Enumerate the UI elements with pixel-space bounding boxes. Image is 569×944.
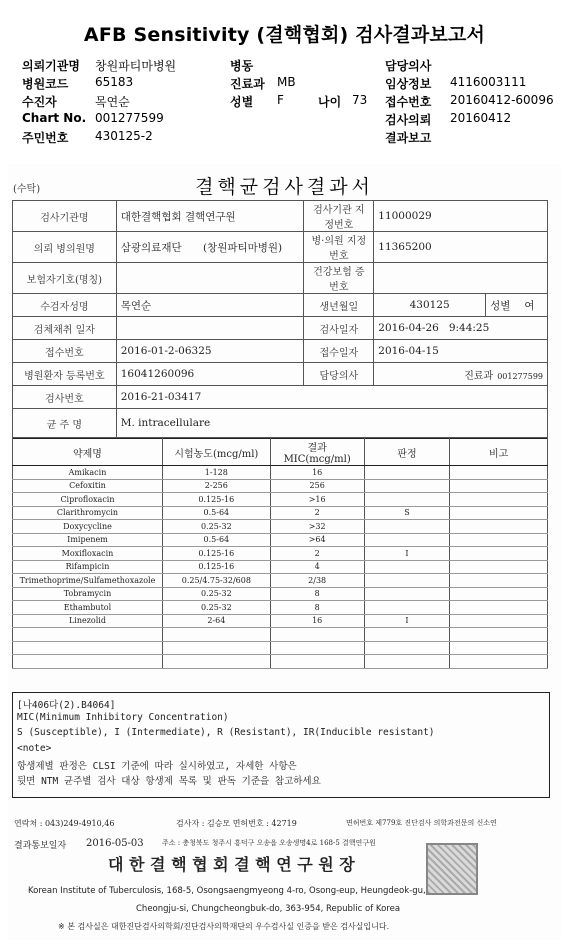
dept-value: 001277599: [497, 371, 543, 381]
cell-note: [450, 520, 548, 534]
cell-note: [450, 493, 548, 507]
cell-drug: Rifampicin: [13, 560, 163, 574]
cell-label: 건강보험 증 번호: [304, 263, 374, 294]
table-row: [13, 363, 548, 386]
cell-value: 430125: [374, 294, 486, 317]
cell-value: 2016-21-03417: [116, 386, 547, 409]
table-row: [13, 201, 548, 232]
sex-value: 여: [524, 299, 535, 312]
cell-conc: 2-256: [162, 479, 270, 493]
cell-value: 2016-04-15: [374, 340, 548, 363]
table-header-row: [13, 439, 548, 466]
cell-note: [450, 628, 548, 642]
value-clinical-info: 4116003111: [450, 75, 527, 89]
col-mic: 결과 MIC(mcg/ml): [270, 439, 364, 466]
cell-label: 검체채취 일자: [13, 317, 117, 340]
test-time: 9:44:25: [448, 322, 490, 334]
cell-interp: I: [364, 547, 450, 561]
label-ward: 병동: [230, 59, 254, 73]
table-row: [13, 263, 548, 294]
cell-value: 11000029: [374, 201, 548, 232]
cell-value: 2016-01-2-06325: [116, 340, 304, 363]
footer-report-label: 결과통보일자: [14, 841, 67, 851]
footer-org-en-2: Cheongju-si, Chungcheongbuk-do, 363-954, Republic of Korea: [136, 904, 401, 914]
cell-value: [374, 263, 548, 294]
cell-label: 생년월일: [304, 294, 374, 317]
cell-drug: [13, 641, 163, 655]
cell-value: 16041260096: [116, 363, 304, 386]
note-line: <note>: [17, 743, 52, 754]
table-row: [13, 547, 548, 561]
cell-label: 검사기관 지정번호: [304, 201, 374, 232]
value-resident-no: 430125-2: [95, 129, 153, 143]
cell-interp: [364, 587, 450, 601]
table-row: [13, 232, 548, 263]
value-dept: MB: [277, 75, 296, 89]
cell-note: [450, 601, 548, 615]
cell-drug: Doxycycline: [13, 520, 163, 534]
table-row: [13, 601, 548, 615]
cell-mic: 2: [270, 547, 364, 561]
cell-drug: Tobramycin: [13, 587, 163, 601]
cell-interp: [364, 493, 450, 507]
cell-drug: [13, 628, 163, 642]
footer-report-date: 2016-05-03: [86, 838, 144, 849]
col-note: 비고: [450, 439, 548, 466]
table-row: [13, 655, 548, 669]
header-row-4: [22, 111, 562, 129]
cell-interp: [364, 479, 450, 493]
cell-label: 의뢰 병의원명: [13, 232, 117, 263]
cell-label: 균 주 명: [13, 409, 117, 438]
table-row: [13, 560, 548, 574]
report-title: AFB Sensitivity (결핵협회) 검사결과보고서: [83, 24, 486, 46]
col-interp: 판정: [364, 439, 450, 466]
cell-conc: 0.25-32: [162, 587, 270, 601]
cell-interp: [364, 628, 450, 642]
cell-value: 11365200: [374, 232, 548, 263]
label-dept: 진료과: [230, 77, 265, 91]
value-request-date: 20160412: [450, 111, 512, 125]
label-institution: 의뢰기관명: [22, 59, 80, 73]
cell-conc: [162, 641, 270, 655]
cell-note: [450, 655, 548, 669]
form-title: 결핵균검사결과서: [195, 176, 374, 198]
requester-sub: (창원파티마병원): [202, 241, 283, 254]
cell-mic: 256: [270, 479, 364, 493]
table-row: [13, 587, 548, 601]
table-row: [13, 506, 548, 520]
note-line: S (Susceptible), I (Intermediate), R (Resistant), IR(Inducible resistant): [17, 727, 435, 738]
label-patient: 수진자: [22, 95, 57, 109]
label-request-date: 검사의뢰: [385, 113, 432, 127]
label-receipt-no: 접수번호: [385, 95, 432, 109]
header-row-3: [22, 93, 562, 111]
col-drug: 약제명: [13, 439, 163, 466]
official-seal: [426, 843, 478, 895]
table-row: [13, 466, 548, 480]
cell-interp: [364, 655, 450, 669]
cell-value: 대한결핵협회 결핵연구원: [116, 201, 304, 232]
cell-conc: 0.5-64: [162, 506, 270, 520]
patient-info-table: [12, 200, 548, 438]
cell-note: [450, 641, 548, 655]
note-line: 뒷면 NTM 균주별 검사 대상 항생제 목록 및 판독 기준을 참고하세요: [17, 776, 321, 787]
cell-label: 보험자기호(명칭): [13, 263, 117, 294]
cell-note: [450, 574, 548, 588]
cell-mic: [270, 628, 364, 642]
cell-label: 병원환자 등록번호: [13, 363, 117, 386]
table-row: [13, 493, 548, 507]
cell-interp: S: [364, 506, 450, 520]
table-row: [13, 628, 548, 642]
cell-interp: [364, 560, 450, 574]
cell-mic: [270, 641, 364, 655]
cell-value: [116, 263, 304, 294]
table-row: [13, 574, 548, 588]
cell-drug: [13, 655, 163, 669]
cell-value: [374, 317, 548, 340]
label-clinical-info: 임상정보: [385, 77, 432, 91]
test-date: 2016-04-26: [378, 322, 439, 334]
cell-conc: 0.25-32: [162, 520, 270, 534]
cell-note: [450, 466, 548, 480]
footer-license: 면허번호 제779호 진단검사 의학과전문의 신소연: [346, 819, 497, 827]
cell-mic: 16: [270, 466, 364, 480]
cell-conc: [162, 628, 270, 642]
label-resident-no: 주민번호: [22, 131, 69, 145]
cell-label: 담당의사: [304, 363, 374, 386]
cell-label: 검사번호: [13, 386, 117, 409]
cell-drug: Cefoxitin: [13, 479, 163, 493]
cell-interp: [364, 533, 450, 547]
value-chart-no: 001277599: [95, 111, 164, 125]
header-info: [22, 57, 562, 147]
cell-label: 병·의원 지정번호: [304, 232, 374, 263]
cell-interp: [364, 466, 450, 480]
cell-drug: Linezolid: [13, 614, 163, 628]
cell-label: 검사기관명: [13, 201, 117, 232]
table-row: [13, 533, 548, 547]
table-row: [13, 340, 548, 363]
cell-drug: Trimethoprime/Sulfamethoxazole: [13, 574, 163, 588]
cell-mic: 8: [270, 587, 364, 601]
col-conc: 시험농도(mcg/ml): [162, 439, 270, 466]
cell-mic: 2: [270, 506, 364, 520]
cell-mic: >16: [270, 493, 364, 507]
cell-value: [116, 317, 304, 340]
cell-note: [450, 587, 548, 601]
footer-tel: 연락처 : 043)249-4910,46: [14, 819, 115, 828]
note-line: 항생제별 판정은 CLSI 기준에 따라 실시하였고, 자세한 사항은: [17, 761, 297, 772]
cell-conc: 0.5-64: [162, 533, 270, 547]
cell-interp: I: [364, 614, 450, 628]
cell-mic: >32: [270, 520, 364, 534]
susceptibility-table: [12, 438, 548, 669]
cell-mic: 4: [270, 560, 364, 574]
cell-value: 목연순: [116, 294, 304, 317]
cell-conc: 1-128: [162, 466, 270, 480]
label-sex: 성별: [230, 95, 254, 109]
note-line: MIC(Minimum Inhibitory Concentration): [17, 712, 229, 723]
cell-value: M. intracellulare: [116, 409, 547, 438]
notes-box: [12, 692, 550, 798]
cell-value: [116, 232, 304, 263]
cell-conc: 2-64: [162, 614, 270, 628]
header-row-5: [22, 129, 562, 147]
cell-mic: >64: [270, 533, 364, 547]
footer-address: 주소 : 충청북도 청주시 흥덕구 오송읍 오송생명4로 168-5 결핵연구원: [162, 839, 376, 847]
cell-mic: 8: [270, 601, 364, 615]
cell-interp: [364, 574, 450, 588]
cell-mic: 2/38: [270, 574, 364, 588]
cell-interp: [364, 520, 450, 534]
cell-label: 수검자성명: [13, 294, 117, 317]
cell-conc: 0.25/4.75-32/608: [162, 574, 270, 588]
requester-name: 삼광의료재단: [120, 241, 182, 254]
cell-note: [450, 547, 548, 561]
cell-drug: Ciprofloxacin: [13, 493, 163, 507]
table-row: [13, 386, 548, 409]
label-hospital-code: 병원코드: [22, 77, 69, 91]
dept-label: 진료과: [464, 370, 494, 382]
table-row: [13, 317, 548, 340]
value-patient: 목연순: [95, 95, 130, 109]
table-row: [13, 294, 548, 317]
cell-label: 접수번호: [13, 340, 117, 363]
cell-label: 접수일자: [304, 340, 374, 363]
cell-note: [450, 506, 548, 520]
table-row: [13, 614, 548, 628]
cell-conc: 0.125-16: [162, 493, 270, 507]
cell-value: [486, 294, 548, 317]
cell-value: [374, 363, 548, 386]
cell-drug: Ethambutol: [13, 601, 163, 615]
label-doctor: 담당의사: [385, 59, 432, 73]
cell-drug: Clarithromycin: [13, 506, 163, 520]
table-row: [13, 409, 548, 438]
cell-note: [450, 533, 548, 547]
cell-conc: [162, 655, 270, 669]
value-sex: F: [277, 93, 284, 107]
header-row-1: [22, 57, 562, 75]
value-receipt-no: 20160412-60096: [450, 93, 554, 107]
footer-certification: ※ 본 검사실은 대한진단검사의학회/진단검사의학재단의 우수검사실 인증을 받은 검사실입니다.: [58, 922, 390, 931]
table-row: [13, 641, 548, 655]
label-result-report: 결과보고: [385, 131, 432, 145]
sex-label: 성별: [490, 299, 511, 312]
value-institution: 창원파티마병원: [95, 59, 177, 73]
footer-org-korean: 대 한 결 핵 협 회 결 핵 연 구 원 장: [108, 855, 355, 874]
cell-drug: Amikacin: [13, 466, 163, 480]
cell-drug: Moxifloxacin: [13, 547, 163, 561]
cell-interp: [364, 641, 450, 655]
cell-note: [450, 560, 548, 574]
cell-note: [450, 614, 548, 628]
note-line: [나406다(2).B4064]: [17, 700, 116, 711]
footer-org-en-1: Korean Institute of Tuberculosis, 168-5, Osongsaengmyeong 4-ro, Osong-eup, Heungdeok-gu,: [28, 886, 426, 896]
cell-conc: 0.25-32: [162, 601, 270, 615]
cell-mic: [270, 655, 364, 669]
value-age: 73: [352, 93, 368, 107]
table-row: [13, 520, 548, 534]
cell-note: [450, 479, 548, 493]
cell-conc: 0.125-16: [162, 560, 270, 574]
cell-conc: 0.125-16: [162, 547, 270, 561]
header-row-2: [22, 75, 562, 93]
scanned-result-form: [8, 164, 561, 940]
cell-drug: Imipenem: [13, 533, 163, 547]
cell-label: 검사일자: [304, 317, 374, 340]
label-age: 나이: [318, 95, 342, 109]
table-row: [13, 479, 548, 493]
label-chart-no: Chart No.: [22, 111, 87, 125]
consign-tag: (수탁): [13, 184, 41, 195]
value-hospital-code: 65183: [95, 75, 134, 89]
footer-tester: 검사자 : 김승모 면허번호 : 42719: [176, 819, 297, 828]
cell-interp: [364, 601, 450, 615]
cell-mic: 16: [270, 614, 364, 628]
